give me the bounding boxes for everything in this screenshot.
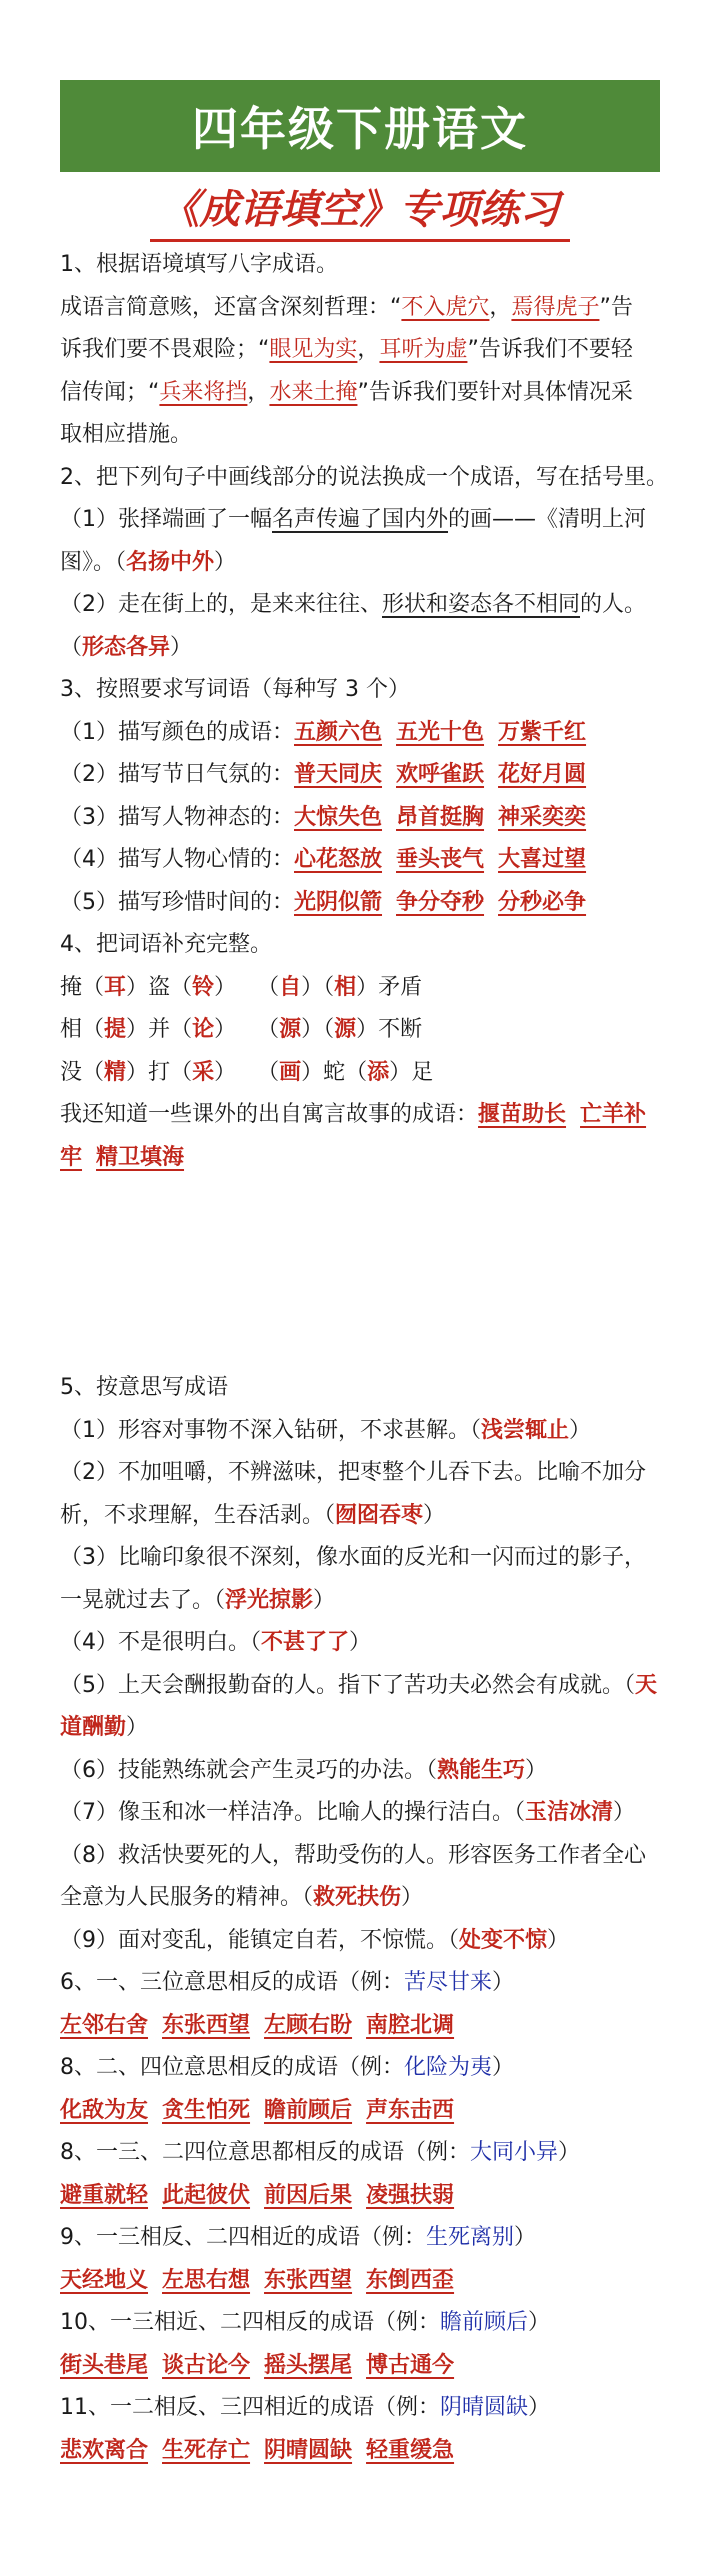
s5-q1: （1）形容对事物不深入钻研，不求甚解。（浅尝辄止） [60, 1417, 592, 1443]
s5-q5-cont: 道酬勤） [60, 1715, 149, 1740]
s5-q4: （4）不是很明白。（不甚了了） [60, 1630, 372, 1655]
s3-row: （3）描写人物神态的：大惊失色 昂首挺胸 神采奕奕 [60, 804, 587, 830]
s5-q8: （8）救活快要死的人，帮助受伤的人。形容医务工作者全心 [60, 1842, 646, 1868]
answer: 揠苗助长 [478, 1102, 567, 1127]
answer: 争分夺秒 [396, 889, 485, 915]
s9-answers: 天经地义 左思右想 东张西望 东倒西歪 [60, 2267, 455, 2293]
answer: 耳听为虚 [379, 337, 468, 362]
answer: 万紫千红 [498, 719, 587, 745]
worksheet-content [60, 244, 670, 2472]
s10-answers: 街头巷尾 谈古论今 摇头摆尾 博古通今 [60, 2352, 455, 2378]
s8-heading: 8、一三、二四位意思都相反的成语（例：大同小异） [60, 2140, 581, 2165]
answer: 不入虎穴 [401, 294, 490, 320]
s11-heading: 11、一二相反、三四相近的成语（例：阴晴圆缺） [60, 2395, 551, 2420]
s1-line-4: 取相应措施。 [60, 422, 193, 447]
s5-q2-cont: 析，不求理解，生吞活剥。（囫囵吞枣） [60, 1502, 446, 1528]
s5-q3: （3）比喻印象很不深刻，像水面的反光和一闪而过的影子， [60, 1545, 646, 1570]
answer: 形态各异 [82, 634, 171, 660]
answer: 焉得虎子 [511, 294, 600, 320]
s3-heading: 3、按照要求写词语（每种写 3 个） [60, 677, 410, 702]
s3-row: （1）描写颜色的成语：五颜六色 五光十色 万紫千红 [60, 719, 587, 745]
s4-row-1: 掩（耳）盗（铃） （自）（相）矛盾 [60, 974, 423, 1000]
s5-q6: （6）技能熟练就会产生灵巧的办法。（熟能生巧） [60, 1757, 548, 1783]
s8-answers: 避重就轻 此起彼伏 前因后果 凌强扶弱 [60, 2182, 455, 2208]
answer: 大惊失色 [294, 804, 383, 830]
answer: 牢 [60, 1144, 83, 1170]
s7-heading: 8、二、四位意思相反的成语（例：化险为夷） [60, 2055, 515, 2080]
answer: 光阴似箭 [294, 889, 383, 915]
subtitle-wrap [0, 178, 719, 242]
s5-q9: （9）面对变乱，能镇定自若，不惊慌。（处变不惊） [60, 1927, 570, 1953]
answer: 心花怒放 [294, 847, 383, 872]
answer: 名扬中外 [126, 549, 215, 575]
answer: 大喜过望 [498, 847, 587, 872]
blank-gap [60, 1179, 670, 1367]
s2-q1: （1）张择端画了一幅名声传遍了国内外的画——《清明上河 [60, 507, 647, 532]
answer: 欢呼雀跃 [396, 762, 485, 787]
s3-row: （4）描写人物心情的：心花怒放 垂头丧气 大喜过望 [60, 847, 587, 872]
answer: 普天同庆 [294, 762, 383, 787]
page-title: 四年级下册语文 [192, 102, 528, 156]
s4-heading: 4、把词语补充完整。 [60, 932, 272, 957]
s1-heading: 1、根据语境填写八字成语。 [60, 252, 338, 277]
answer: 五颜六色 [294, 719, 383, 745]
s5-q5: （5）上天会酬报勤奋的人。指下了苦功夫必然会有成就。（天 [60, 1672, 658, 1698]
s2-q2-cont: （形态各异） [60, 634, 193, 660]
s5-heading: 5、按意思写成语 [60, 1375, 228, 1400]
answer: 垂头丧气 [396, 847, 485, 872]
s1-line-3: 信传闻；“兵来将挡，水来土掩”告诉我们要针对具体情况采 [60, 379, 633, 405]
answer: 分秒必争 [498, 889, 587, 915]
answer: 神采奕奕 [498, 804, 587, 830]
s5-q3-cont: 一晃就过去了。（浮光掠影） [60, 1587, 336, 1613]
s9-heading: 9、一三相反、二四相近的成语（例：生死离别） [60, 2225, 537, 2250]
answer: 水来土掩 [269, 379, 358, 405]
page-subtitle: 《成语填空》专项练习 [150, 178, 570, 242]
s7-answers: 化敌为友 贪生怕死 瞻前顾后 声东击西 [60, 2097, 455, 2123]
s2-heading: 2、把下列句子中画线部分的说法换成一个成语，写在括号里。 [60, 464, 668, 490]
s5-q8-cont: 全意为人民服务的精神。（救死扶伤） [60, 1885, 424, 1910]
s2-q1-cont: 图》。（名扬中外） [60, 549, 237, 575]
s1-line-2: 诉我们要不畏艰险；“眼见为实，耳听为虚”告诉我们不要轻 [60, 337, 633, 362]
answer: 昂首挺胸 [396, 804, 485, 830]
answer: 花好月圆 [498, 762, 587, 787]
s4-extra-cont [60, 1137, 670, 1180]
s3-row: （2）描写节日气氛的：普天同庆 欢呼雀跃 花好月圆 [60, 762, 587, 787]
answer: 精卫填海 [96, 1144, 185, 1170]
s11-answers: 悲欢离合 生死存亡 阴晴圆缺 轻重缓急 [60, 2437, 455, 2463]
s5-q7: （7）像玉和冰一样洁净。比喻人的操行洁白。（玉洁冰清） [60, 1800, 636, 1825]
s3-row: （5）描写珍惜时间的：光阴似箭 争分夺秒 分秒必争 [60, 889, 587, 915]
answer: 五光十色 [396, 719, 485, 745]
s6-heading: 6、一、三位意思相反的成语（例：苦尽甘来） [60, 1970, 515, 1995]
s1-line-1: 成语言简意赅，还富含深刻哲理：“不入虎穴，焉得虎子”告 [60, 294, 633, 320]
s6-answers: 左邻右舍 东张西望 左顾右盼 南腔北调 [60, 2012, 455, 2038]
s2-q2: （2）走在街上的，是来来往往、形状和姿态各不相同的人。 [60, 592, 647, 617]
answer: 兵来将挡 [159, 379, 248, 405]
s4-row-2: 相（提）并（论） （源）（源）不断 [60, 1017, 423, 1042]
s4-extra: 我还知道一些课外的出自寓言故事的成语：揠苗助长 亡羊补 [60, 1102, 647, 1127]
title-banner [60, 80, 660, 172]
s5-q2: （2）不加咀嚼，不辨滋味，把枣整个儿吞下去。比喻不加分 [60, 1460, 646, 1485]
answer: 亡羊补 [580, 1102, 647, 1127]
s10-heading: 10、一三相近、二四相反的成语（例：瞻前顾后） [60, 2310, 551, 2335]
s4-row-3: 没（精）打（采） （画）蛇（添）足 [60, 1059, 434, 1085]
answer: 眼见为实 [269, 337, 358, 362]
